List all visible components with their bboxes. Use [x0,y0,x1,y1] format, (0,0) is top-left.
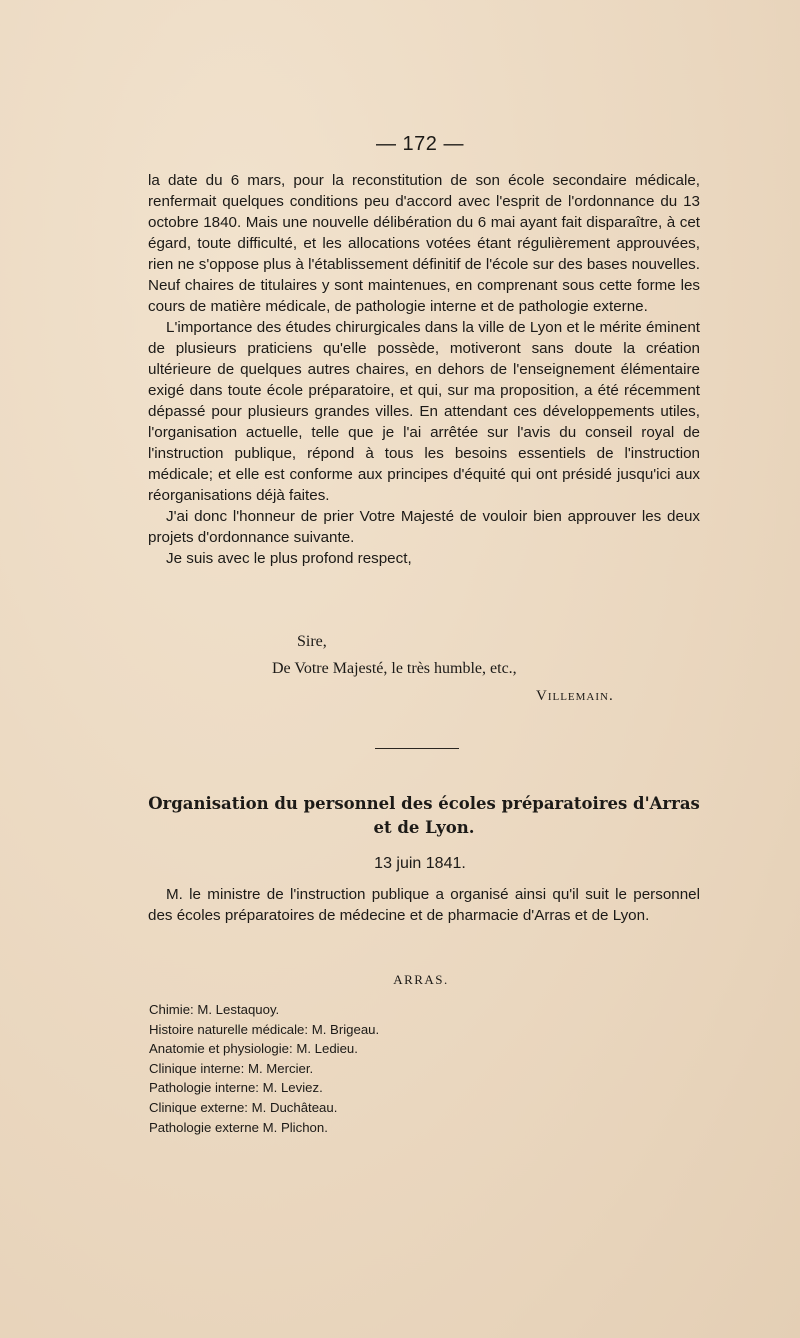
section-heading: Organisation du personnel des écoles préparatoires d'Arras et de Lyon. [148,794,700,837]
paragraph: la date du 6 mars, pour la reconstitution de son école secondaire médicale, renfermait quelques conditions peu d'accord avec l'esprit de l'ordonnance du 13 octobre 1840. Mais une nouvelle délibération du 6 mai ayant fait disparaître, à cet égard, toute difficulté, et les allocations votées étant régulièrement approuvées, rien ne s'oppose plus à l'établissement définitif de l'école sur des bases nouvelles. Neuf chaires de titulaires y sont maintenues, en comprenant sous cette forme les cours de matière médicale, de pathologie interne et de pathologie externe. [148,172,700,315]
staff-list [149,1000,379,1137]
signatory-name: Villemain. [536,688,614,704]
list-item: Pathologie interne: M. Leviez. [149,1080,323,1096]
section-divider [375,748,459,749]
list-item: Clinique externe: M. Duchâteau. [149,1099,338,1115]
page-number: — 172 — [376,133,464,155]
paragraph: L'importance des études chirurgicales dans la ville de Lyon et le mérite éminent de plusieurs praticiens qu'elle possède, motiveront sans doute la création ultérieure de quelques autres chaires, en dehors de l'enseignement élémentaire exigé dans toute école préparatoire, et qui, sur ma proposition, a été récemment dépassé pour plusieurs grandes villes. En attendant ces développements utiles, l'organisation actuelle, telle que je l'ai arrêtée sur l'avis du conseil royal de l'instruction publique, répond à tous les besoins essentiels de l'instruction médicale; et elle est conforme aux principes d'équité qui ont présidé jusqu'ici aux réorganisations déjà faites. [148,319,700,504]
city-section-title: ARRAS. [393,972,449,987]
salutation: Sire, [297,633,327,650]
closing-formula: De Votre Majesté, le très humble, etc., [272,660,517,677]
letter-body [148,170,700,569]
list-item: Clinique interne: M. Mercier. [149,1060,314,1076]
list-item: Chimie: M. Lestaquoy. [149,1002,280,1017]
list-item: Pathologie externe M. Plichon. [149,1119,328,1135]
paragraph: J'ai donc l'honneur de prier Votre Majesté de vouloir bien approuver les deux projets d'ordonnance suivante. [148,508,700,546]
list-item: Anatomie et physiologie: M. Ledieu. [149,1041,358,1057]
paragraph: Je suis avec le plus profond respect, [166,550,412,567]
intro-paragraph: M. le ministre de l'instruction publique a organisé ainsi qu'il suit le personnel des écoles préparatoires de médecine et de pharmacie d'Arras et de Lyon. [148,886,700,924]
list-item: Histoire naturelle médicale: M. Brigeau. [149,1021,380,1037]
decree-date: 13 juin 1841. [374,855,466,872]
